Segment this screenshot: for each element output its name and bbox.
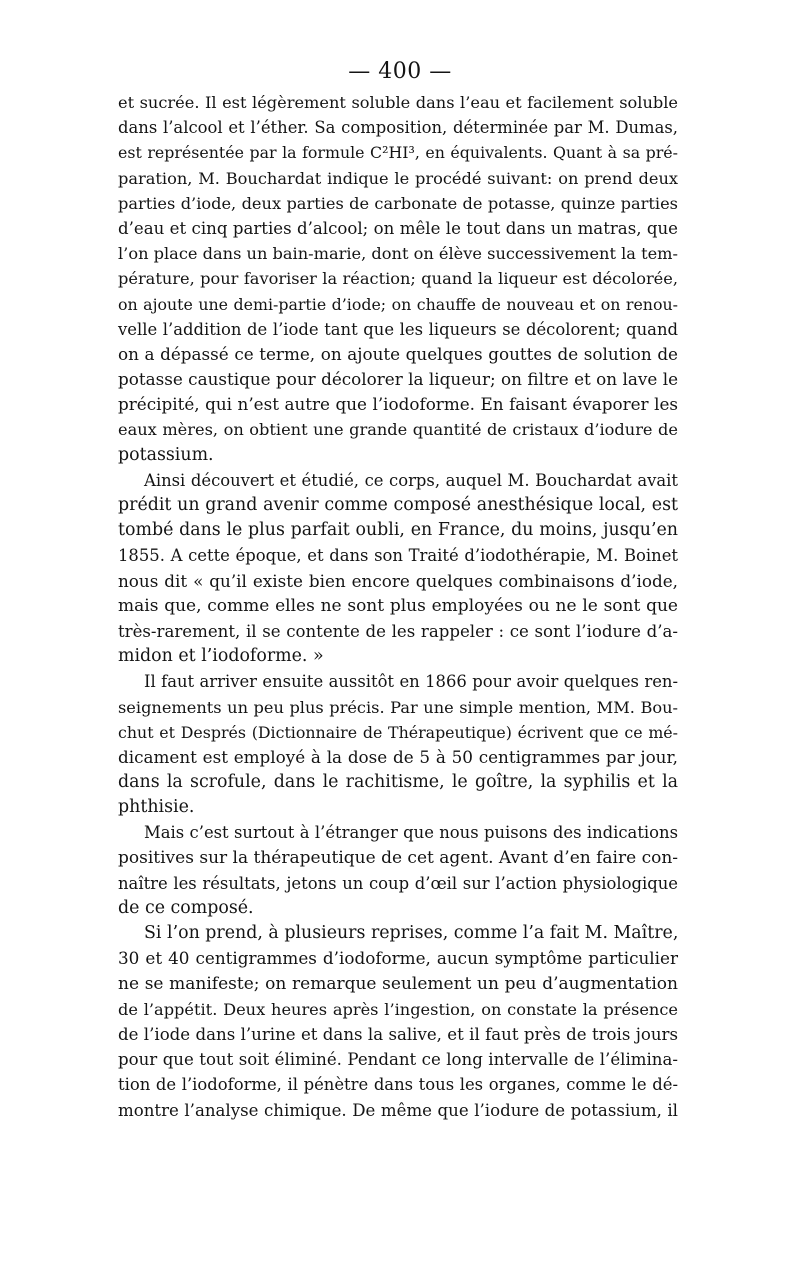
text-line: on ajoute une demi-partie d’iode; on chauffe de nouveau et on renou-: [118, 294, 678, 314]
text-line: nous dit « qu’il existe bien encore quelques combinaisons d’iode,: [118, 570, 678, 591]
text-line: positives sur la thérapeutique de cet agent. Avant d’en faire con-: [118, 847, 679, 868]
body-text: [118, 90, 678, 1123]
text-line: de l’iode dans l’urine et dans la salive, et il faut près de trois jours: [118, 1024, 678, 1044]
text-line: dans la scrofule, dans le rachitisme, le goître, la syphilis et la: [118, 772, 678, 793]
text-line: Il faut arriver ensuite aussitôt en 1866 pour avoir quelques ren-: [144, 672, 678, 692]
text-line: on a dépassé ce terme, on ajoute quelques gouttes de solution de: [118, 343, 678, 364]
text-line: Mais c’est surtout à l’étranger que nous puisons des indications: [144, 823, 678, 843]
text-line: de l’appétit. Deux heures après l’ingestion, on constate la présence: [118, 999, 678, 1019]
text-line: Ainsi découvert et étudié, ce corps, auquel M. Bouchardat avait: [144, 470, 678, 490]
text-line: montre l’analyse chimique. De même que l’iodure de potassium, il: [118, 1100, 678, 1120]
text-line: très-rarement, il se contente de les rappeler : ce sont l’iodure d’a-: [118, 621, 678, 641]
text-line: tombé dans le plus parfait oubli, en France, du moins, jusqu’en: [118, 520, 678, 541]
text-line: dans l’alcool et l’éther. Sa composition, déterminée par M. Dumas,: [118, 118, 678, 138]
text-line: et sucrée. Il est légèrement soluble dans l’eau et facilement soluble: [118, 93, 678, 112]
text-line: seignements un peu plus précis. Par une simple mention, MM. Bou-: [118, 697, 678, 717]
text-line: pour que tout soit éliminé. Pendant ce long intervalle de l’élimina-: [118, 1050, 678, 1070]
text-line: midon et l’iodoforme. »: [118, 646, 324, 667]
text-line: est représentée par la formule C²HI³, en équivalents. Quant à sa pré-: [118, 143, 678, 163]
text-line: tion de l’iodoforme, il pénètre dans tous les organes, comme le dé-: [118, 1075, 678, 1095]
text-line: Si l’on prend, à plusieurs reprises, comme l’a fait M. Maître,: [144, 923, 679, 944]
text-line: d’eau et cinq parties d’alcool; on mêle le tout dans un matras, que: [118, 218, 678, 238]
text-line: paration, M. Bouchardat indique le procédé suivant: on prend deux: [118, 168, 678, 188]
text-line: velle l’addition de l’iode tant que les liqueurs se décolorent; quand: [118, 319, 678, 339]
text-line: dicament est employé à la dose de 5 à 50 centigrammes par jour,: [118, 746, 678, 767]
text-line: naître les résultats, jetons un coup d’œil sur l’action physiologique: [118, 873, 678, 893]
text-line: 1855. A cette époque, et dans son Traité d’iodothérapie, M. Boinet: [118, 546, 678, 566]
page-number: — 400 —: [348, 59, 452, 84]
text-line: précipité, qui n’est autre que l’iodoforme. En faisant évaporer les: [118, 394, 678, 415]
text-line: chut et Després (Dictionnaire de Thérapeutique) écrivent que ce mé-: [118, 722, 678, 742]
text-line: eaux mères, on obtient une grande quantité de cristaux d’iodure de: [118, 420, 678, 440]
text-line: potassium.: [118, 444, 214, 465]
text-line: phthisie.: [118, 797, 195, 818]
text-line: mais que, comme elles ne sont plus employées ou ne le sont que: [118, 595, 678, 616]
text-line: potasse caustique pour décolorer la liqueur; on filtre et on lave le: [118, 369, 678, 390]
text-line: de ce composé.: [118, 898, 254, 918]
text-line: 30 et 40 centigrammes d’iodoforme, aucun symptôme particulier: [118, 948, 678, 969]
text-line: prédit un grand avenir comme composé anesthésique local, est: [118, 495, 678, 515]
text-line: pérature, pour favoriser la réaction; quand la liqueur est décolorée,: [118, 269, 678, 289]
text-line: ne se manifeste; on remarque seulement un peu d’augmentation: [118, 973, 678, 994]
text-line: parties d’iode, deux parties de carbonate de potasse, quinze parties: [118, 193, 678, 213]
text-line: l’on place dans un bain-marie, dont on élève successivement la tem-: [118, 244, 678, 264]
